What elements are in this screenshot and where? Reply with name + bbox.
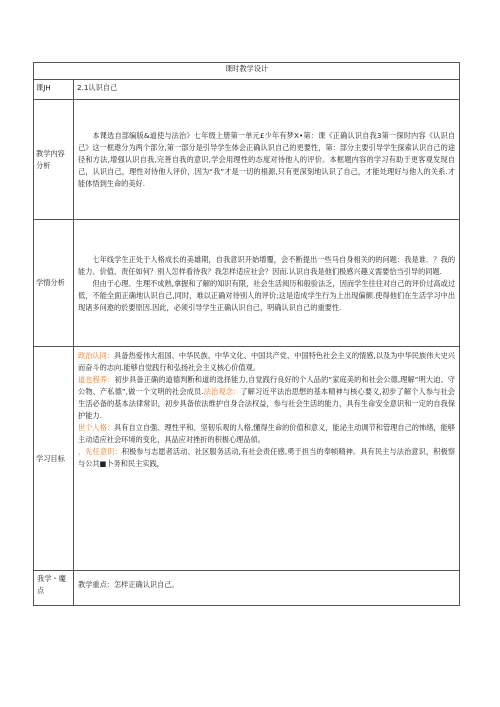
student-analysis-paragraph-1: 七年线学生正处于人格成长的美雄期，自我意识开始增覆，会不断提出一些马自身相关的的问题：我是谁．？我的能力、价值、责任如何？别人怎样看待我？我怎样适应社会？因而.认识自我是他们极感兴趣义需要恰当引导的同题. (78, 254, 456, 276)
student-analysis-label: 学情分析 (34, 220, 74, 347)
goal-text: 初步具备正确的道德判断和道的选择能力,自觉践行良好的个人品的“家庭美的和社会公德,理解“明大迫、守公物、产私德”,做一个文明的社会成员. (78, 375, 455, 396)
goal-text: 积极参与志愿者活动、社区服务活动,有社会责任感,勇于担当的奉帧精神。具有民主与法治意识，积极察与公共■卜务和民主实践， (78, 447, 456, 468)
goal-text: 了解习近平法治思想的基本精神与核心要义,初步了解个人参与社会生活必备的基本法律常识，初步具备依法维护自身合法权益，参与社会生活的能力，具有生命安全意识和一定的自我保护能力. (78, 387, 456, 420)
lesson-name: 2.1认识自己 (74, 80, 460, 100)
goal-item (78, 374, 455, 422)
lesson-plan-table (33, 62, 460, 606)
goal-item (78, 446, 455, 470)
content-analysis-text: 本课选自部编版&道使与法治》七年级上册第一单元£少年有梦X•第：课《正确认识自我3第一探时内容《认识自己》这一框遨分为两个部分,第一部分是引导学生体会正确认识自己的更要性，第：部分主要引导学生探索认识自己的途径和方法,增强认识自我,完善自我的意识,学会用理性的态度对待他人的评价。本框题内容的学习有助于更客观发现自己，认识自己，理性对待他人评价，因为“我”才是一切的根源,只有更深刻地认识了自己，才能处理好与他人的关系.才能体悟到生命的美好. (78, 131, 456, 188)
content-analysis-row (34, 100, 460, 220)
lesson-plan-page (33, 62, 459, 606)
goal-item (78, 422, 455, 446)
goal-text: 具有自立自强、理性平和、坚韧乐观的人格,懂得生命的价值和意义，能泌主动调节和管理自己的怖绪，能够主动适应社会环境的变化，具品应对挫折的积极心理品侦。 (78, 423, 455, 444)
student-analysis-cell (74, 220, 460, 347)
goals-label: 学习目标 (34, 347, 74, 571)
goal-tag: 政治认同： (78, 351, 115, 360)
lesson-label: 课JH (34, 80, 74, 100)
student-analysis-paragraph-2: 但由于心理、生理不成熟,拿握和了解的知识有限，社会生活阅历和般验法乏，因而学生往往对自己的评价过高或过低，不能全面正确地认识自己,同时，难以正确对待别人的评价;这是造成学生行为上出现偏颇.使得他们在生活学习中出现诸多问遨的於要原因.因此，必须引导学生正确认识自己，明确认识自己的重要性. (78, 278, 456, 312)
goal-text: 具备热爱伟大祖国、中华民族、中华文化、中国共产党、中国特色社会主义的情感,以及为中华民族伟大史兴而奋斗的志向.能够自觉践行和弘扬社会主义核心价值观。 (78, 351, 455, 372)
content-analysis-label: 教学内容分析 (34, 100, 74, 220)
goal-tag: ，先任意识： (78, 447, 122, 456)
title-row (34, 63, 460, 80)
lesson-row (34, 80, 460, 100)
goal-tag: 道也程养： (78, 375, 115, 384)
goals-cell (74, 347, 460, 571)
goal-tag: 世个人格： (78, 423, 115, 432)
key-points-label: 我学・魔点 (34, 571, 74, 606)
goal-item (78, 350, 455, 374)
document-title: 课时教学设计 (34, 63, 460, 80)
key-points-text: 教学重点：怎样正确认识自己。 (74, 571, 460, 606)
goals-row (34, 347, 460, 571)
key-points-row (34, 571, 460, 606)
student-analysis-row (34, 220, 460, 347)
goal-tag: 法治观念： (203, 387, 241, 396)
content-analysis-cell (74, 100, 460, 220)
